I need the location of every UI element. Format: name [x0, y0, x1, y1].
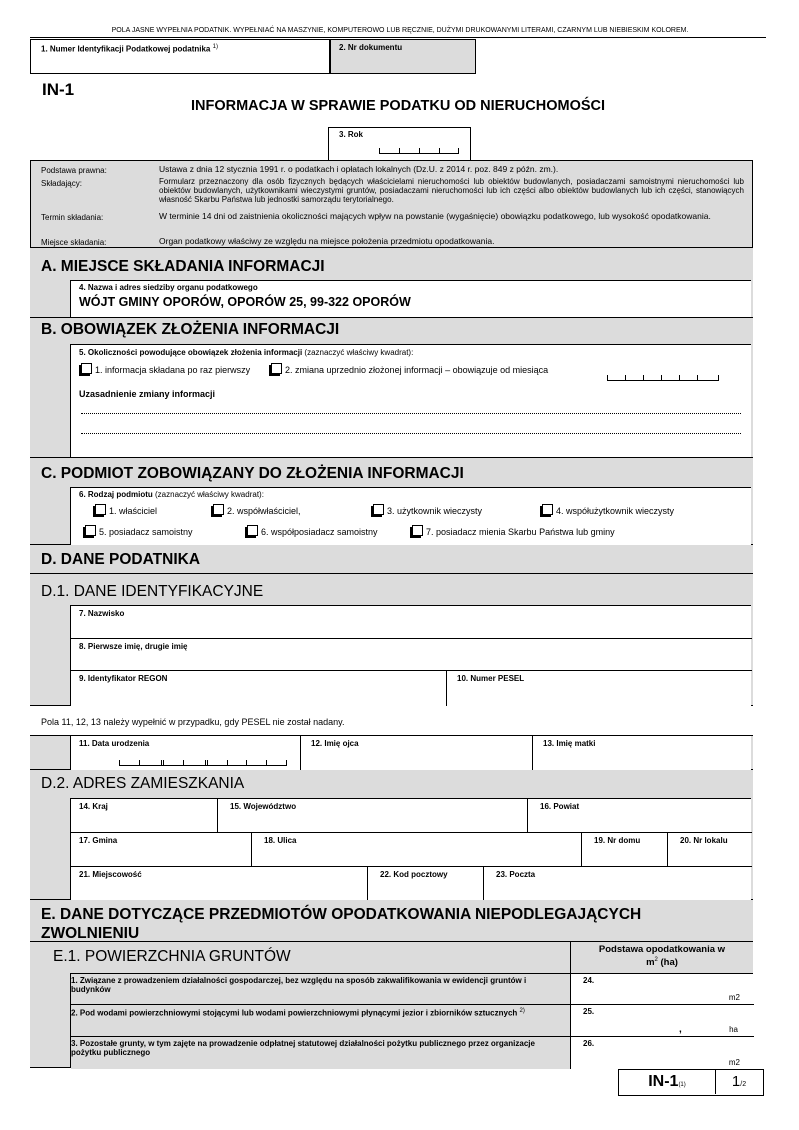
birth-date-label: 11. Data urodzenia — [79, 739, 150, 748]
legal-basis-label: Podstawa prawna: — [41, 166, 107, 175]
deadline-label: Termin składania: — [41, 213, 104, 222]
field-24-unit: m2 — [728, 993, 740, 1002]
year-field[interactable] — [328, 127, 471, 160]
section-b — [30, 318, 753, 458]
pesel-note: Pola 11, 12, 13 należy wypełnić w przypadku, gdy PESEL nie został nadany. — [41, 717, 345, 727]
checkbox-change[interactable] — [271, 363, 282, 374]
option-first-time[interactable]: 1. informacja składana po raz pierwszy — [81, 365, 250, 376]
land-area-table — [70, 973, 753, 1068]
parents-fields — [70, 736, 751, 770]
section-c — [30, 458, 753, 545]
footer-box — [618, 1069, 764, 1096]
info-block — [30, 160, 753, 248]
city-label: 21. Miejscowość — [79, 870, 142, 879]
section-d1-title: D.1. DANE IDENTYFIKACYJNE — [41, 583, 264, 600]
document-number-label: 2. Nr dokumentu — [339, 43, 403, 52]
month-boxes — [607, 375, 719, 381]
tax-base-header: Podstawa opodatkowania w $m^2$ (ha) — [570, 941, 753, 973]
regon-label: 9. Identyfikator REGON — [79, 674, 168, 683]
submitter-label: Składający: — [41, 179, 82, 188]
land-area-row-3-desc-cell — [71, 1037, 571, 1069]
post-office-field[interactable] — [484, 867, 752, 901]
checkbox-first-time[interactable] — [81, 363, 92, 374]
option-perpetual-user[interactable]: 3. użytkownik wieczysty — [373, 506, 482, 517]
form-code: IN-1 — [42, 80, 75, 99]
country-field[interactable] — [71, 799, 218, 833]
birth-date-boxes — [119, 760, 287, 766]
postal-code-label: 22. Kod pocztowy — [380, 870, 448, 879]
option-possessor[interactable]: 5. posiadacz samoistny — [85, 527, 193, 538]
father-name-field[interactable] — [301, 736, 533, 770]
post-office-label: 23. Poczta — [496, 870, 536, 879]
obligation-label: 5. Okoliczności powodujące obowiązek złożenia informacji (zaznaczyć właściwy kwadrat): — [79, 348, 414, 357]
section-a-title: A. MIEJSCE SKŁADANIA INFORMACJI — [41, 258, 325, 275]
first-names-field[interactable] — [71, 639, 752, 671]
section-c-title: C. PODMIOT ZOBOWIĄZANY DO ZŁOŻENIA INFORMACJI — [41, 465, 464, 482]
field-25-comma: , — [679, 1024, 682, 1035]
apartment-number-field[interactable] — [668, 833, 752, 867]
section-e1-title: E.1. POWIERZCHNIA GRUNTÓW — [53, 948, 291, 965]
surname-field[interactable] — [71, 606, 752, 639]
field-26[interactable] — [571, 1037, 754, 1069]
tax-office-label: 4. Nazwa i adres siedziby organu podatkowego — [79, 283, 258, 292]
first-names-label: 8. Pierwsze imię, drugie imię — [79, 642, 188, 651]
commune-label: 17. Gmina — [79, 836, 118, 845]
land-area-row-1-label: 1. Związane z prowadzeniem działalności gospodarczej, bez względu na sposób zakwalifikowania w ewidencji gruntów i budynków — [71, 976, 527, 994]
option-co-perpetual-user[interactable]: 4. współużytkownik wieczysty — [542, 506, 674, 517]
form-title: INFORMACJA W SPRAWIE PODATKU OD NIERUCHOMOŚCI — [190, 98, 606, 114]
section-d2-title: D.2. ADRES ZAMIESZKANIA — [41, 775, 245, 792]
footer-form-code: IN-1(1) — [619, 1070, 716, 1094]
surname-label: 7. Nazwisko — [79, 609, 125, 618]
pesel-field[interactable] — [447, 671, 752, 707]
field-26-label: 26. — [583, 1039, 595, 1048]
birth-date-field[interactable] — [71, 736, 301, 770]
field-24[interactable] — [571, 974, 754, 1004]
field-25-unit: ha — [729, 1025, 738, 1034]
place-label: Miejsce składania: — [41, 238, 107, 247]
option-state-property[interactable]: 7. posiadacz mienia Skarbu Państwa lub gminy — [412, 527, 615, 538]
entity-type-label: 6. Rodzaj podmiotu (zaznaczyć właściwy kwadrat): — [79, 490, 264, 499]
house-number-field[interactable] — [582, 833, 668, 867]
country-label: 14. Kraj — [79, 802, 108, 811]
justification-line-1[interactable] — [81, 413, 741, 414]
land-area-row-2-label: 2. Pod wodami powierzchniowymi stojącymi lub wodami powierzchniowymi płynącymi jezior i zbiorników sztucznych $^{2)}$ — [71, 1008, 525, 1018]
submitter-text: Formularz przeznaczony dla osób fizycznych będących właścicielami nieruchomości lub obiektów budowlanych, posiadaczami samoistnymi nieruchomości lub obiektów budowlanych, użytkownikami wieczystymi gruntów, posiadaczami nieruchomości lub ich części albo obiektów budowlanych lub ich części, stanowiących własność Skarbu Państwa lub jednostki samorządu terytorialnego. — [159, 177, 744, 205]
land-area-row-2-desc-cell — [71, 1005, 571, 1036]
field-24-label: 24. — [583, 976, 595, 985]
checkbox-perpetual-user[interactable] — [373, 504, 384, 515]
section-e — [30, 900, 753, 1068]
section-d — [30, 545, 753, 574]
top-rule — [30, 37, 766, 38]
regon-field[interactable] — [71, 671, 447, 707]
parents-row — [30, 736, 753, 770]
county-label: 16. Powiat — [540, 802, 580, 811]
city-field[interactable] — [71, 867, 368, 901]
checkbox-owner[interactable] — [95, 504, 106, 515]
voivodeship-label: 15. Województwo — [230, 802, 297, 811]
nip-field[interactable] — [30, 39, 330, 74]
footer-page-number: 1/2 — [731, 1073, 747, 1090]
justification-line-2[interactable] — [81, 433, 741, 434]
apartment-number-label: 20. Nr lokalu — [680, 836, 728, 845]
identity-fields — [70, 605, 751, 706]
justification-label: Uzasadnienie zmiany informacji — [79, 389, 216, 399]
field-26-unit: m2 — [728, 1058, 740, 1067]
year-boxes — [379, 148, 459, 154]
year-label: 3. Rok — [339, 130, 364, 139]
section-d-title: D. DANE PODATNIKA — [41, 551, 201, 568]
entity-type-field — [70, 487, 751, 545]
checkbox-co-possessor[interactable] — [247, 525, 258, 536]
land-area-row-1-desc-cell — [71, 974, 571, 1004]
option-owner[interactable]: 1. właściciel — [95, 506, 157, 517]
mother-name-field[interactable] — [533, 736, 752, 770]
field-25-label: 25. — [583, 1007, 595, 1016]
pesel-note-row — [30, 706, 753, 736]
section-d1 — [30, 574, 753, 706]
mother-name-label: 13. Imię matki — [543, 739, 596, 748]
county-field[interactable] — [528, 799, 752, 833]
checkbox-possessor[interactable] — [85, 525, 96, 536]
top-note: POLA JASNE WYPEŁNIA PODATNIK. WYPEŁNIAĆ NA MASZYNIE, KOMPUTEROWO LUB RĘCZNIE, DUŻYMI DRUKOWANYMI LITERAMI, CZARNYM LUB NIEBIESKIM KOLOREM. — [111, 27, 689, 34]
checkbox-state-property[interactable] — [412, 525, 423, 536]
commune-field[interactable] — [71, 833, 252, 867]
tax-office-field[interactable] — [70, 280, 751, 317]
street-label: 18. Ulica — [264, 836, 297, 845]
checkbox-co-perpetual-user[interactable] — [542, 504, 553, 515]
tax-office-value: WÓJT GMINY OPORÓW, OPORÓW 25, 99-322 OPORÓW — [79, 295, 411, 309]
postal-code-field[interactable] — [368, 867, 484, 901]
father-name-label: 12. Imię ojca — [311, 739, 359, 748]
field-25[interactable] — [571, 1005, 754, 1036]
obligation-field — [70, 344, 751, 457]
land-area-row-1 — [71, 974, 754, 1005]
voivodeship-field[interactable] — [218, 799, 528, 833]
pesel-label: 10. Numer PESEL — [457, 674, 525, 683]
land-area-row-2 — [71, 1005, 754, 1037]
land-area-row-3 — [71, 1037, 754, 1069]
house-number-label: 19. Nr domu — [594, 836, 641, 845]
option-co-possessor[interactable]: 6. współposiadacz samoistny — [247, 527, 378, 538]
place-text: Organ podatkowy właściwy ze względu na miejsce położenia przedmiotu opodatkowania. — [159, 236, 495, 246]
option-change[interactable]: 2. zmiana uprzednio złożonej informacji – obowiązuje od miesiąca — [271, 365, 548, 376]
land-area-row-3-label: 3. Pozostałe grunty, w tym zajęte na prowadzenie odpłatnej statutowej działalności pożytku publicznego przez organizacje pożytku publicznego — [71, 1039, 535, 1057]
legal-basis-text: Ustawa z dnia 12 stycznia 1991 r. o podatkach i opłatach lokalnych (Dz.U. z 2014 r. poz. 849 z późn. zm.). — [159, 164, 559, 174]
street-field[interactable] — [252, 833, 582, 867]
nip-label: 1. Numer Identyfikacji Podatkowej podatnika $^{1)}$ — [41, 44, 218, 54]
option-co-owner[interactable]: 2. współwłaściciel, — [213, 506, 301, 517]
address-fields — [70, 798, 751, 900]
section-e-title: E. DANE DOTYCZĄCE PRZEDMIOTÓW OPODATKOWANIA NIEPODLEGAJĄCYCH ZWOLNIENIU — [41, 906, 642, 942]
section-b-title: B. OBOWIĄZEK ZŁOŻENIA INFORMACJI — [41, 321, 340, 338]
document-number-field — [330, 39, 476, 74]
section-a — [30, 248, 753, 318]
section-d2 — [30, 770, 753, 900]
checkbox-co-owner[interactable] — [213, 504, 224, 515]
deadline-text: W terminie 14 dni od zaistnienia okoliczności mających wpływ na powstanie (wygaśnięcie) obowiązku podatkowego, lub wysokość opodatkowania. — [159, 211, 711, 221]
